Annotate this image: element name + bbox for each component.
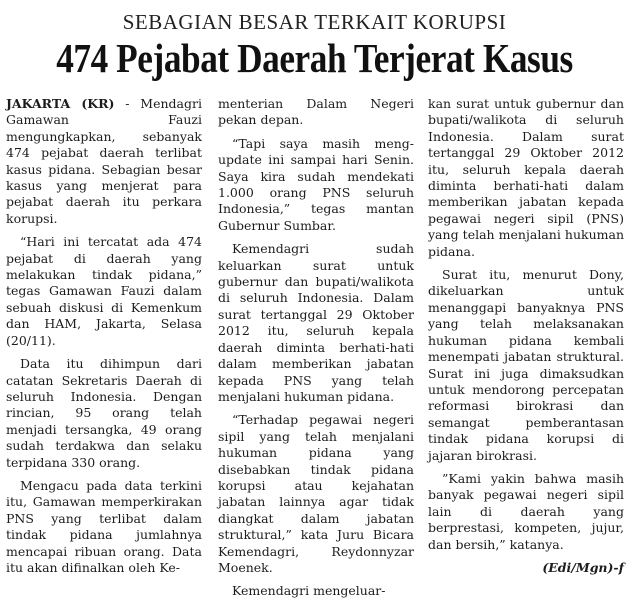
article-column-3 <box>428 96 624 583</box>
page-title: 474 Pejabat Daerah Terjerat Kasus <box>56 35 573 81</box>
paragraph: Kemendagri sudah keluarkan surat untuk gubernur dan bupati/walikota di seluruh Indonesia. Dalam surat tertanggal 29 Oktober 2012 itu, seluruh kepala daerah diminta berhati-hati dalam memberikan jabatan kepada PNS yang telah menjalani hukuman pidana. <box>218 241 414 404</box>
paragraph: “Tapi saya masih meng-update ini sampai hari Senin. Saya kira sudah mendekati 1.000 orang PNS seluruh Indonesia,” tegas mantan Gubernur Sumbar. <box>218 135 414 233</box>
paragraph: menterian Dalam Negeri pekan depan. <box>218 96 414 128</box>
paragraph <box>6 96 202 227</box>
paragraph: Kemendagri mengeluar- <box>232 583 386 599</box>
author-signature: (Edi/Mgn)-f <box>542 559 624 575</box>
paragraph: kan surat untuk gubernur dan bupati/walikota di seluruh Indonesia. Dalam surat tertanggal 29 Oktober 2012 itu, seluruh kepala daerah diminta berhati-hati dalam memberikan jabatan kepada pegawai negeri sipil (PNS) yang telah menjalani hukuman pidana. <box>428 96 624 259</box>
article-column-2 <box>218 96 414 607</box>
paragraph: “Terhadap pegawai negeri sipil yang telah menjalani hukuman pidana yang disebabkan tindak pidana korupsi atau kejahatan jabatan lainnya agar tidak diangkat dalam jabatan struktural,” kata Juru Bicara Kemendagri, Reydonnyzar Moenek. <box>218 412 414 575</box>
dateline: JAKARTA (KR) <box>6 96 115 111</box>
paragraph: “Hari ini tercatat ada 474 pejabat di daerah yang melakukan tindak pidana,” tegas Gamawan Fauzi dalam sebuah diskusi di Kemenkum dan HAM, Jakarta, Selasa (20/11). <box>6 234 202 348</box>
author-signature-line <box>428 560 624 576</box>
lead-text: - Mendagri Gamawan Fauzi mengungkapkan, sebanyak 474 pejabat daerah terlibat kasus pidana. Sebagian besar kasus yang menjerat para pejabat daerah itu perkara korupsi. <box>6 96 202 226</box>
paragraph: Surat itu, menurut Dony, dikeluarkan untuk menanggapi banyaknya PNS yang telah melaksanakan hukuman pidana kembali menempati jabatan struktural. Surat ini juga dimaksudkan untuk mendorong percepatan reformasi birokrasi dan semangat pemberantasan tindak pidana korupsi di jajaran birokrasi. <box>428 267 624 463</box>
article-column-1 <box>6 96 202 583</box>
paragraph: ”Kami yakin bahwa masih banyak pegawai negeri sipil lain di daerah yang berprestasi, kompeten, jujur, dan bersih,” katanya. <box>428 470 624 552</box>
kicker-headline: SEBAGIAN BESAR TERKAIT KORUPSI <box>122 10 507 34</box>
paragraph: Mengacu pada data terkini itu, Gamawan memperkirakan PNS yang terlibat dalam tindak pidana jumlahnya mencapai ribuan orang. Data itu akan difinalkan oleh Ke- <box>6 477 202 575</box>
paragraph: Data itu dihimpun dari catatan Sekretaris Daerah di seluruh Indonesia. Dengan rincian, 95 orang telah menjadi tersangka, 49 orang sudah terdakwa dan selaku terpidana 330 orang. <box>6 356 202 470</box>
